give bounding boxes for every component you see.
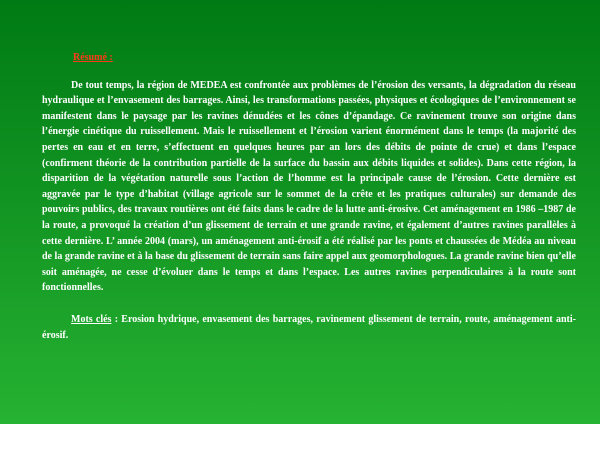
keywords-label: Mots clés bbox=[71, 313, 112, 325]
document-body bbox=[42, 50, 576, 343]
abstract-paragraph: De tout temps, la région de MEDEA est confrontée aux problèmes de l’érosion des versants, la dégradation du réseau hydraulique et l’envasement des barrages. Ainsi, les transformations passées, physiques et écologiques de l’environnement se manifestent dans le paysage par les ravines dénudées et les cônes d’épandage. Ce ravinement trouve son origine dans l’énergie cinétique du ruissellement. Mais le ruissellement et l’érosion varient énormément dans le temps (la majorité des pertes en eau et en terre, s’effectuent en quelques heures par an lors des débits de pointe de crue) et dans l’espace (confirment théorie de la contribution partielle de la surface du bassin aux débits liquides et solides). Dans cette région, la disparition de la végétation naturelle sous l’action de l’homme est la principale cause de l’érosion. Cette dernière est aggravée par le type d’habitat (village agricole sur le sommet de la crête et les pratiques culturales) sur demande des pouvoirs publics, des travaux routières ont été faits dans le cadre de la lutte anti-érosive. Cet aménagement en 1986 –1987 de la route, a provoqué la création d’un glissement de terrain et une grande ravine, et également d’autres ravines parallèles à cette dernière. L’ année 2004 (mars), un aménagement anti-érosif a été réalisé par les ponts et chaussées de Médéa au niveau de la grande ravine et à la base du glissement de terrain sans faire appel aux geomorphologues. La grande ravine bien qu’elle soit aménagée, ne cesse d’évoluer dans le temps et dans l’espace. Les autres ravines perpendiculaires à la route sont fonctionnelles. bbox=[42, 79, 576, 294]
keywords-text: : Erosion hydrique, envasement des barrages, ravinement glissement de terrain, route, aménagement anti-érosif. bbox=[42, 313, 576, 341]
keywords-paragraph bbox=[42, 312, 576, 343]
page-title: Résumé : bbox=[73, 52, 113, 63]
